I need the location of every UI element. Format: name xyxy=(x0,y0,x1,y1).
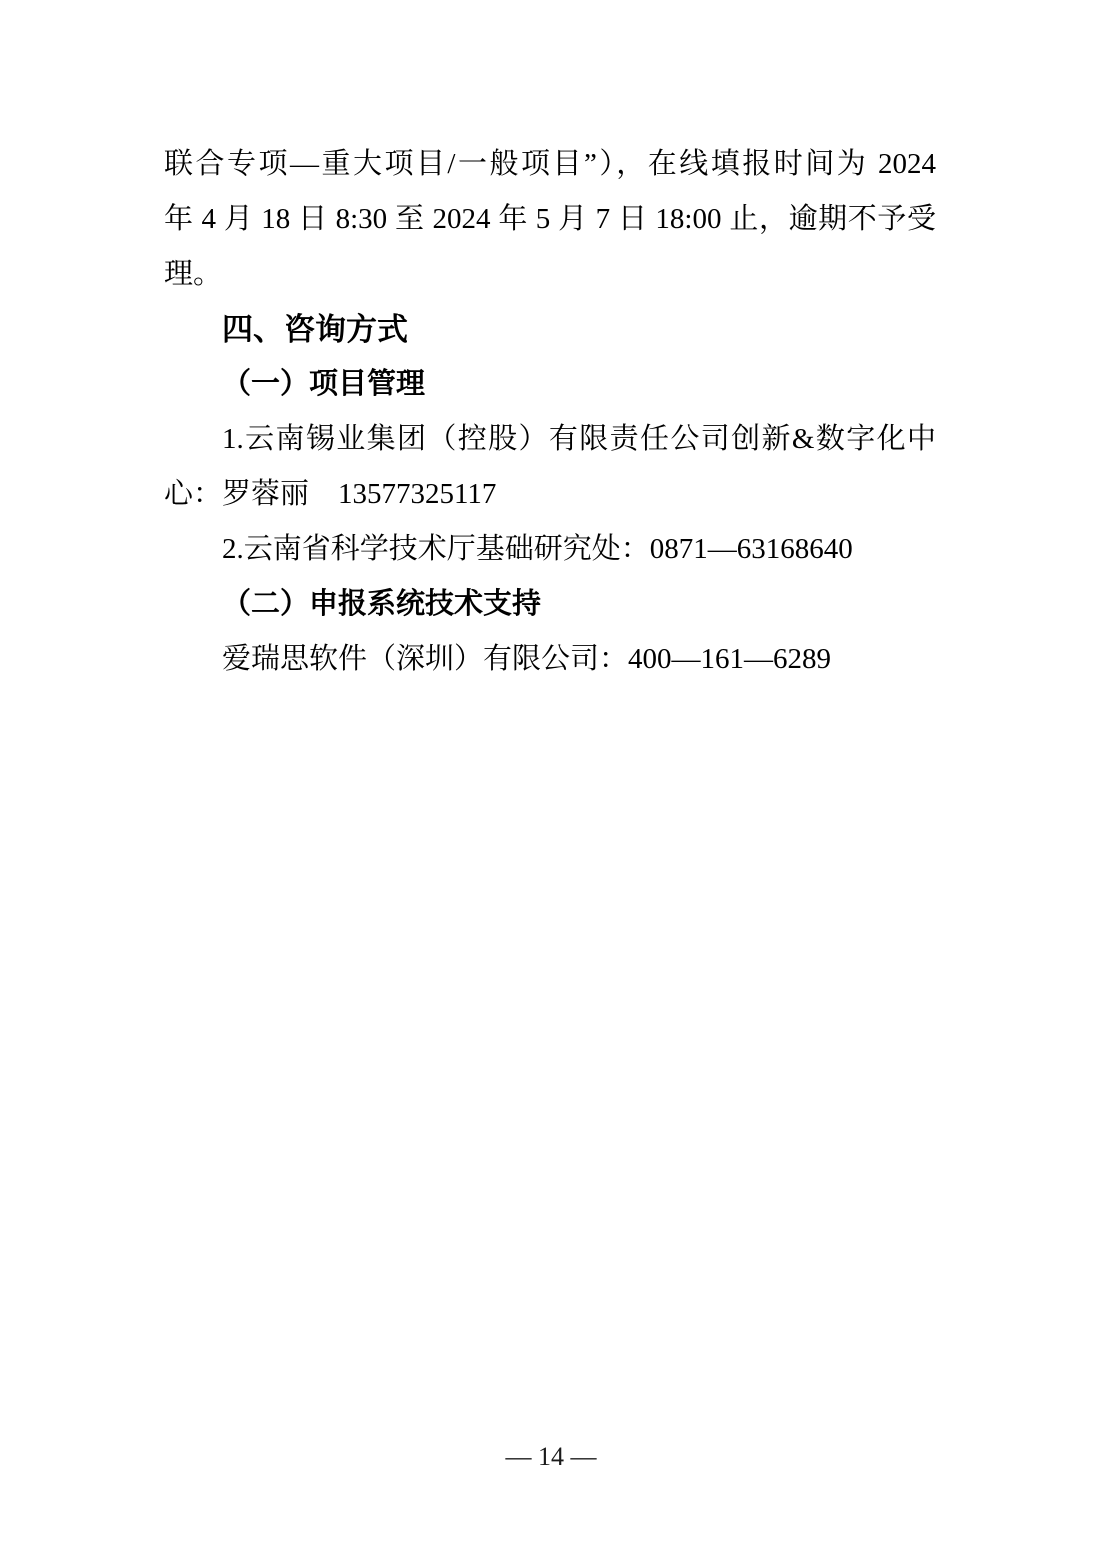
contact-item-2: 2.云南省科学技术厅基础研究处：0871—63168640 xyxy=(222,533,853,565)
contact-item-1-line-2: 心：罗蓉丽 13577325117 xyxy=(164,478,497,510)
paragraph-deadline-line-2: 年 4 月 18 日 8:30 至 2024 年 5 月 7 日 18:00 止，逾期不予受 xyxy=(164,203,936,235)
contact-item-3: 爱瑞思软件（深圳）有限公司：400—161—6289 xyxy=(222,643,832,675)
section-heading-consultation: 四、咨询方式 xyxy=(222,312,408,347)
subheading-tech-support: （二）申报系统技术支持 xyxy=(222,588,542,620)
subheading-project-management: （一）项目管理 xyxy=(222,368,426,400)
paragraph-deadline-line-3: 理。 xyxy=(164,258,223,290)
contact-item-1-line-1: 1.云南锡业集团（控股）有限责任公司创新&数字化中 xyxy=(222,423,936,455)
document-body xyxy=(164,137,936,687)
paragraph-deadline-line-1: 联合专项—重大项目/一般项目”），在线填报时间为 2024 xyxy=(164,148,936,180)
page-number: — 14 — xyxy=(505,1442,597,1471)
